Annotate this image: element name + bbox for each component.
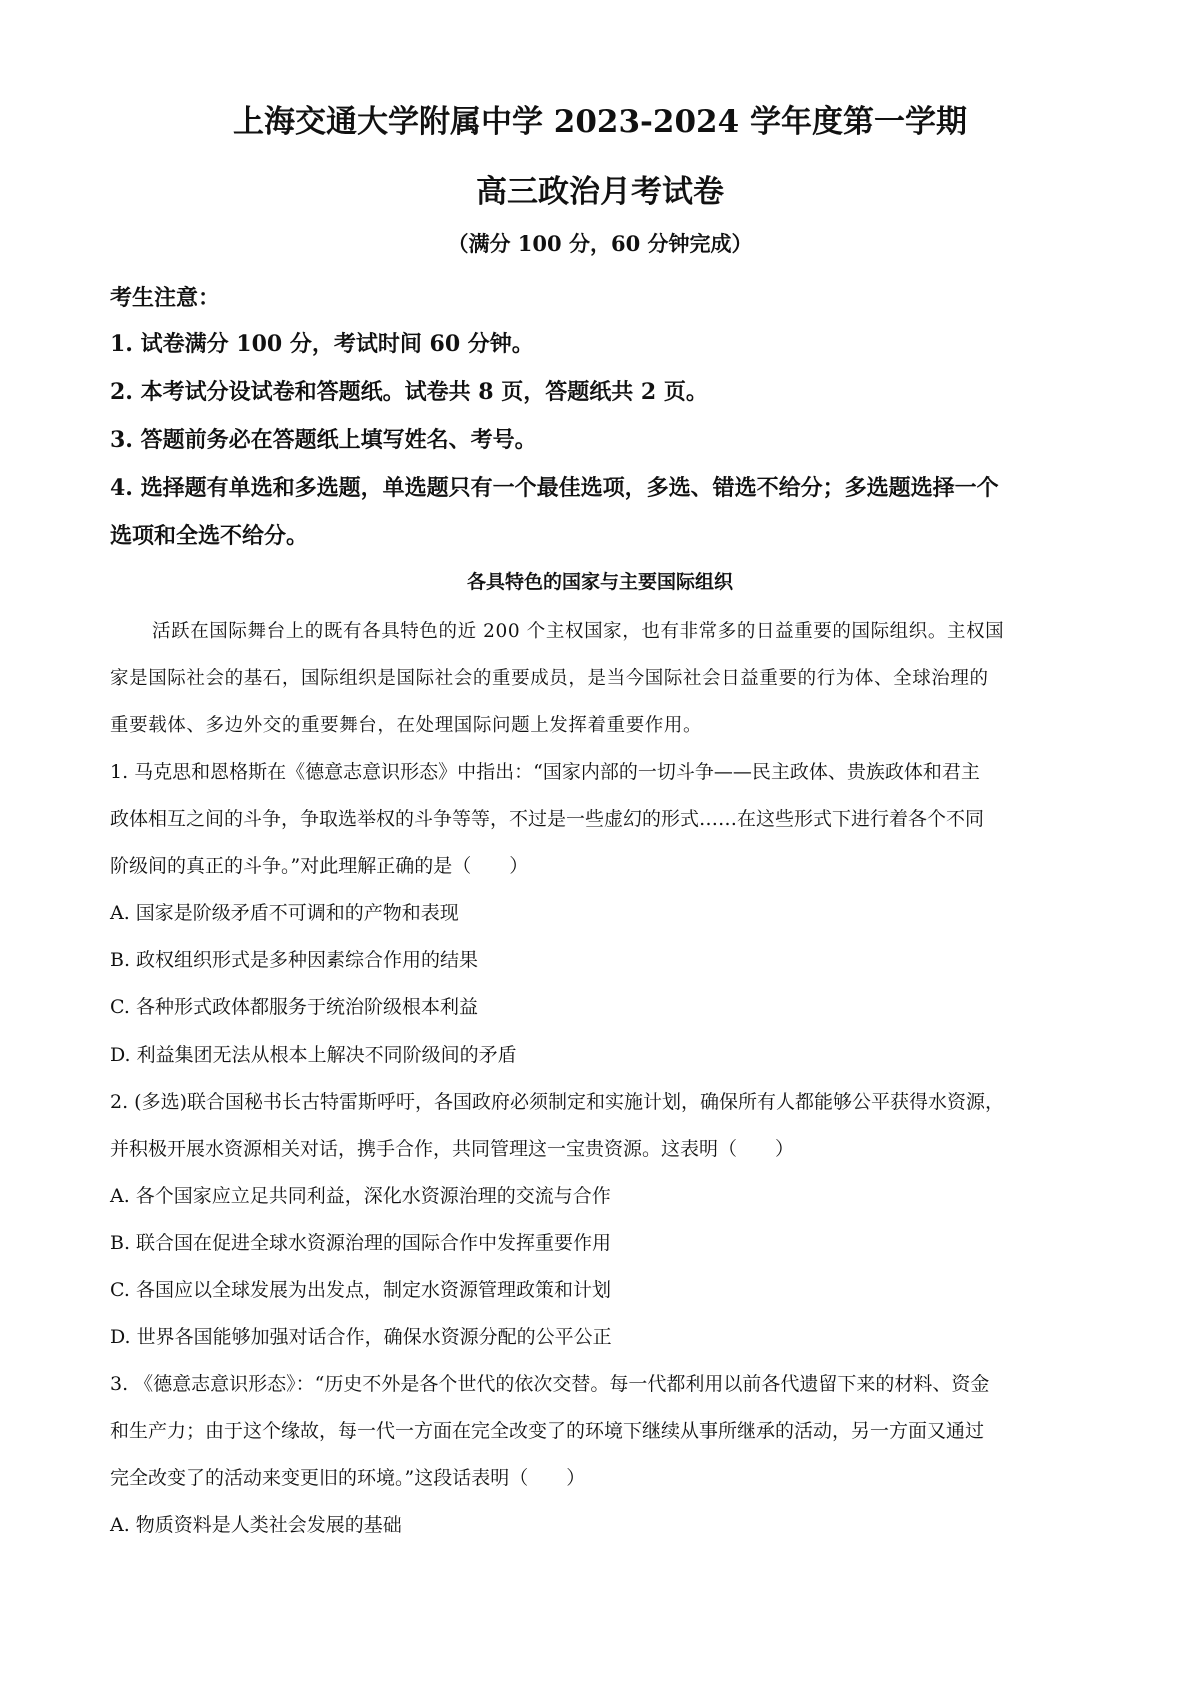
notice-item: 选项和全选不给分。 (110, 523, 309, 549)
question-2-option-d: D. 世界各国能够加强对话合作，确保水资源分配的公平公正 (110, 1326, 612, 1348)
question-3-stem: 3. 《德意志意识形态》：“历史不外是各个世代的依次交替。每一代都利用以前各代遗留下来的材料、资金 (110, 1373, 990, 1395)
section-title: 各具特色的国家与主要国际组织 (466, 571, 733, 593)
question-2-stem: 并积极开展水资源相关对话，携手合作，共同管理这一宝贵资源。这表明（ ） (110, 1138, 795, 1160)
question-2-option-b: B. 联合国在促进全球水资源治理的国际合作中发挥重要作用 (110, 1232, 612, 1254)
question-1-stem: 阶级间的真正的斗争。”对此理解正确的是（ ） (110, 855, 529, 877)
question-1-option-a: A. 国家是阶级矛盾不可调和的产物和表现 (110, 902, 459, 924)
question-3-option-a: A. 物质资料是人类社会发展的基础 (110, 1514, 402, 1536)
question-1-option-b: B. 政权组织形式是多种因素综合作用的结果 (110, 949, 479, 971)
exam-subtitle: （满分 100 分，60 分钟完成） (447, 231, 753, 256)
section-intro-line: 活跃在国际舞台上的既有各具特色的近 200 个主权国家，也有非常多的日益重要的国际组织。主权国 (152, 621, 1005, 642)
question-1-option-c: C. 各种形式政体都服务于统治阶级根本利益 (110, 996, 478, 1018)
section-intro-line: 家是国际社会的基石，国际组织是国际社会的重要成员，是当今国际社会日益重要的行为体、全球治理的 (110, 668, 989, 689)
section-intro-line: 重要载体、多边外交的重要舞台，在处理国际问题上发挥着重要作用。 (110, 715, 703, 736)
question-2-option-c: C. 各国应以全球发展为出发点，制定水资源管理政策和计划 (110, 1279, 611, 1301)
question-1-option-d: D. 利益集团无法从根本上解决不同阶级间的矛盾 (110, 1044, 517, 1066)
question-3-stem: 完全改变了的活动来变更旧的环境。”这段话表明（ ） (110, 1467, 586, 1489)
notice-item: 3. 答题前务必在答题纸上填写姓名、考号。 (110, 427, 537, 453)
notice-item: 2. 本考试分设试卷和答题纸。试卷共 8 页，答题纸共 2 页。 (110, 379, 708, 405)
question-1-stem: 1. 马克思和恩格斯在《德意志意识形态》中指出：“国家内部的一切斗争——民主政体、贵族政体和君主 (110, 761, 980, 783)
notice-item: 1. 试卷满分 100 分，考试时间 60 分钟。 (110, 331, 534, 357)
question-2-option-a: A. 各个国家应立足共同利益，深化水资源治理的交流与合作 (110, 1185, 611, 1207)
question-3-stem: 和生产力；由于这个缘故，每一代一方面在完全改变了的环境下继续从事所继承的活动，另一方面又通过 (110, 1420, 985, 1442)
notice-heading: 考生注意： (110, 285, 221, 311)
question-1-stem: 政体相互之间的斗争，争取选举权的斗争等等，不过是一些虚幻的形式……在这些形式下进行着各个不同 (110, 808, 985, 830)
notice-item: 4. 选择题有单选和多选题，单选题只有一个最佳选项，多选、错选不给分；多选题选择一个 (110, 475, 999, 501)
exam-title-line1: 上海交通大学附属中学 2023-2024 学年度第一学期 (232, 104, 967, 140)
exam-title-line2: 高三政治月考试卷 (476, 174, 724, 210)
question-2-stem: 2. (多选)联合国秘书长古特雷斯呼吁，各国政府必须制定和实施计划，确保所有人都能够公平获得水资源， (110, 1091, 1004, 1113)
